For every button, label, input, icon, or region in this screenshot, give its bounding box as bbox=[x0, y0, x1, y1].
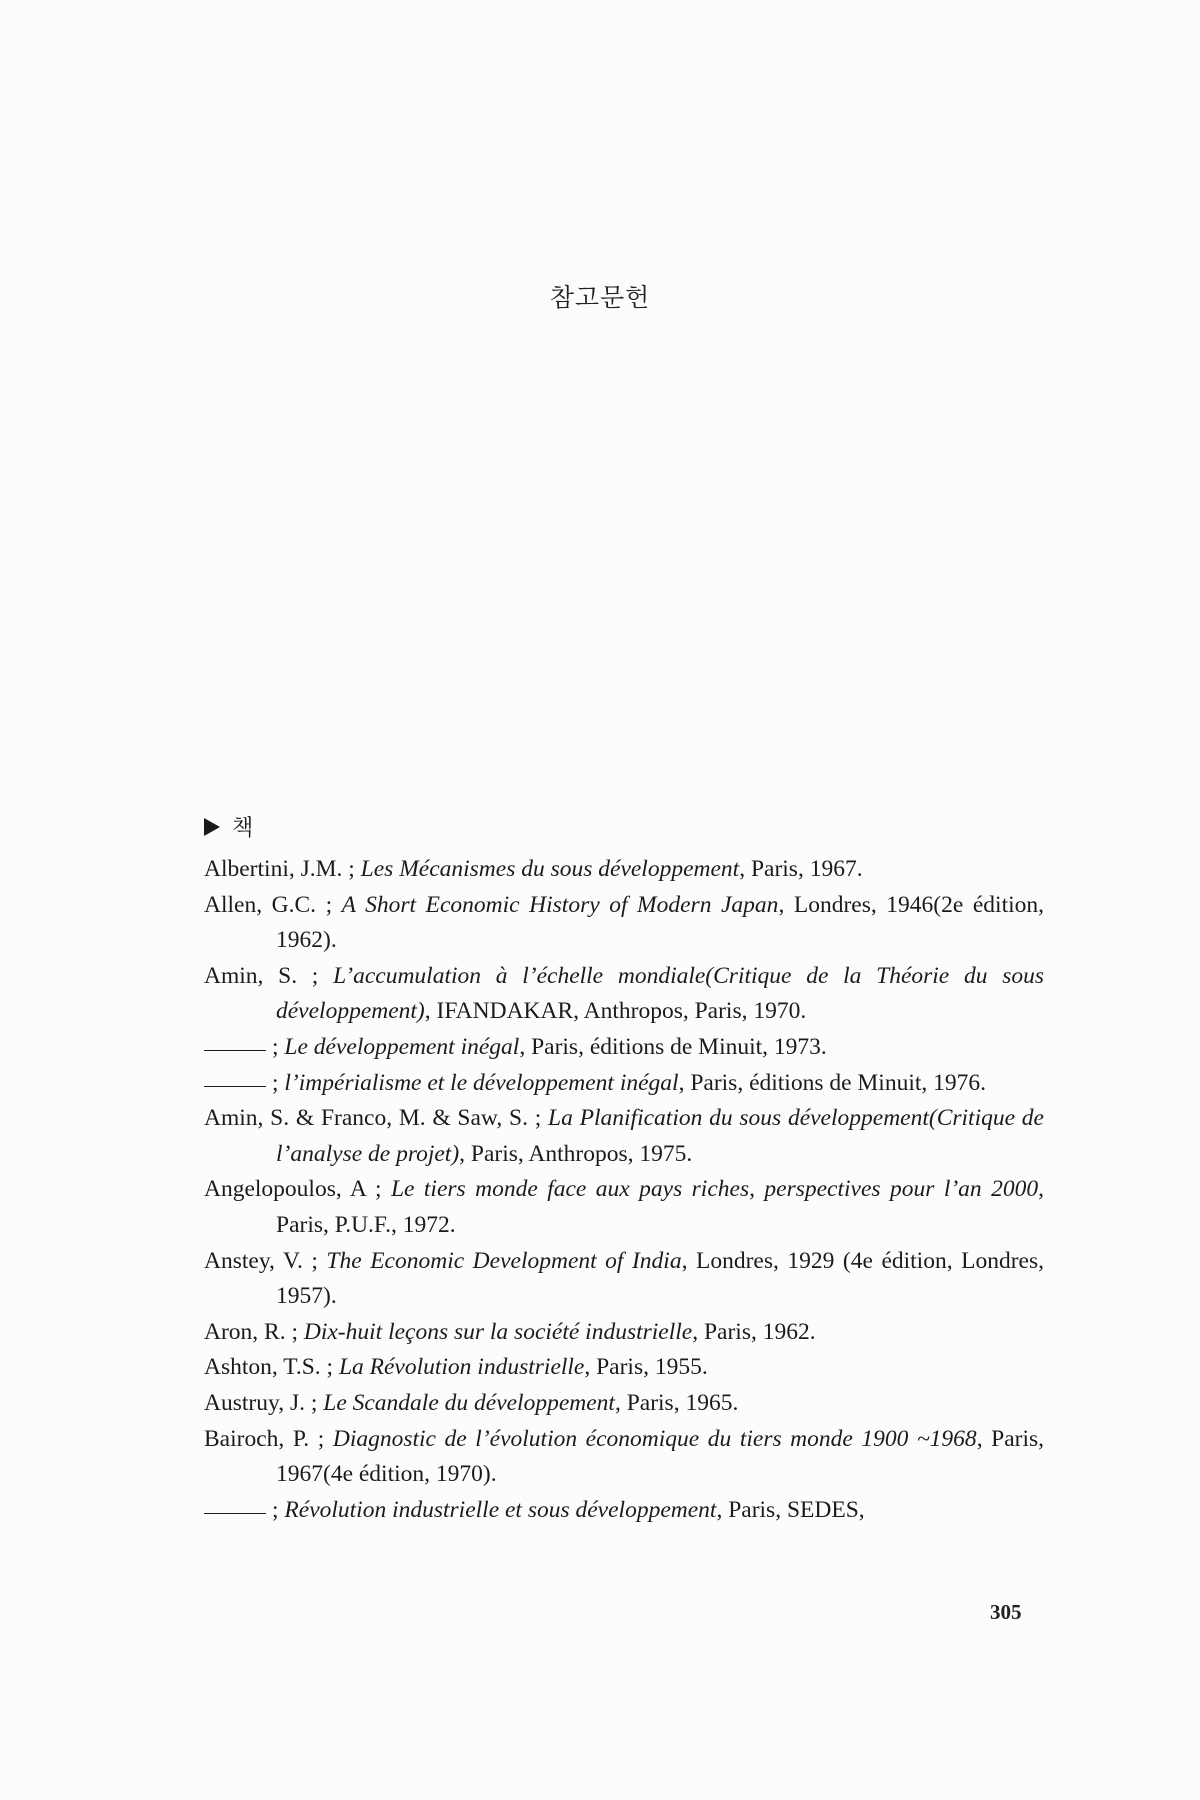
entry-publication: , Paris, 1967(4e édition, 1970). bbox=[276, 1425, 1045, 1488]
entry-author: Amin, S. & Franco, M. & Saw, S. ; bbox=[204, 1105, 549, 1132]
entry-title: Diagnostic de l’évolution économique du tiers monde 1900 ~1968 bbox=[332, 1425, 977, 1452]
entry-title: Révolution industrielle et sous développement bbox=[284, 1496, 717, 1523]
entry-title: Les Mécanismes du sous développement bbox=[360, 856, 740, 882]
bibliography-entry bbox=[204, 852, 1044, 888]
entry-title: The Economic Development of India bbox=[326, 1247, 682, 1274]
entry-publication: , Paris, P.U.F., 1972. bbox=[276, 1176, 1044, 1238]
entry-author: ; bbox=[272, 1033, 285, 1060]
entry-author: Amin, S. ; bbox=[204, 962, 334, 989]
bibliography-entry bbox=[204, 1422, 1044, 1493]
entry-author: Austruy, J. ; bbox=[204, 1389, 324, 1416]
entry-publication: , Paris, 1955. bbox=[584, 1354, 708, 1381]
ditto-dash bbox=[204, 1050, 266, 1051]
page-title: 참고문헌 bbox=[549, 283, 651, 312]
entry-title: Dix-huit leçons sur la société industrielle bbox=[303, 1318, 693, 1345]
bibliography-entry bbox=[204, 1066, 1044, 1102]
bibliography-list bbox=[204, 852, 1044, 1528]
bibliography-entry bbox=[204, 1172, 1044, 1243]
entry-publication: , Paris, 1962. bbox=[692, 1318, 816, 1345]
entry-author: Bairoch, P. ; bbox=[204, 1425, 333, 1452]
entry-author: Allen, G.C. ; bbox=[204, 891, 342, 918]
entry-publication: , Londres, 1946(2e édition, 1962). bbox=[276, 891, 1045, 954]
entry-author: Angelopoulos, A ; bbox=[204, 1176, 391, 1203]
entry-title: l’impérialisme et le développement inégal bbox=[284, 1069, 679, 1096]
entry-publication: , Paris, Anthropos, 1975. bbox=[459, 1140, 693, 1167]
entry-author: Anstey, V. ; bbox=[204, 1247, 327, 1274]
play-triangle-icon bbox=[204, 818, 220, 836]
section-heading-books bbox=[204, 811, 253, 842]
entry-author: Ashton, T.S. ; bbox=[204, 1354, 339, 1381]
ditto-dash bbox=[204, 1086, 266, 1087]
entry-title: La Révolution industrielle bbox=[338, 1354, 585, 1381]
entry-publication: , Paris, 1967. bbox=[739, 856, 863, 882]
page-number: 305 bbox=[990, 1600, 1022, 1624]
entry-author: ; bbox=[272, 1496, 285, 1523]
entry-title: Le Scandale du développement bbox=[323, 1389, 615, 1416]
ditto-dash bbox=[204, 1513, 266, 1514]
entry-title: Le tiers monde face aux pays riches, perspectives pour l’an 2000 bbox=[390, 1176, 1039, 1203]
entry-author: Albertini, J.M. ; bbox=[204, 856, 361, 882]
section-label: 책 bbox=[232, 816, 254, 841]
entry-publication: , Londres, 1929 (4e édition, Londres, 1957). bbox=[276, 1247, 1044, 1310]
entry-publication: , Paris, éditions de Minuit, 1976. bbox=[678, 1069, 987, 1096]
bibliography-entry bbox=[204, 959, 1044, 1030]
entry-author: Aron, R. ; bbox=[204, 1318, 304, 1345]
bibliography-entry bbox=[204, 1493, 1044, 1529]
entry-title: L’accumulation à l’échelle mondiale(Critique de la Théorie du sous développement) bbox=[276, 962, 1044, 1025]
bibliography-entry bbox=[204, 1101, 1044, 1172]
bibliography-entry bbox=[204, 888, 1044, 959]
entry-author: ; bbox=[272, 1069, 285, 1096]
entry-publication: , Paris, SEDES, bbox=[716, 1496, 865, 1523]
bibliography-entry bbox=[204, 1244, 1044, 1315]
entry-title: A Short Economic History of Modern Japan bbox=[341, 891, 779, 918]
bibliography-entry bbox=[204, 1350, 1044, 1386]
entry-publication: , Paris, éditions de Minuit, 1973. bbox=[519, 1033, 827, 1060]
bibliography-entry bbox=[204, 1030, 1044, 1066]
entry-title: La Planification du sous développement(Critique de l’analyse de projet) bbox=[276, 1105, 1044, 1167]
entry-title: Le développement inégal bbox=[284, 1033, 520, 1060]
bibliography-entry bbox=[204, 1386, 1044, 1422]
bibliography-entry bbox=[204, 1315, 1044, 1351]
entry-publication: , IFANDAKAR, Anthropos, Paris, 1970. bbox=[424, 998, 807, 1025]
entry-publication: , Paris, 1965. bbox=[614, 1389, 739, 1416]
